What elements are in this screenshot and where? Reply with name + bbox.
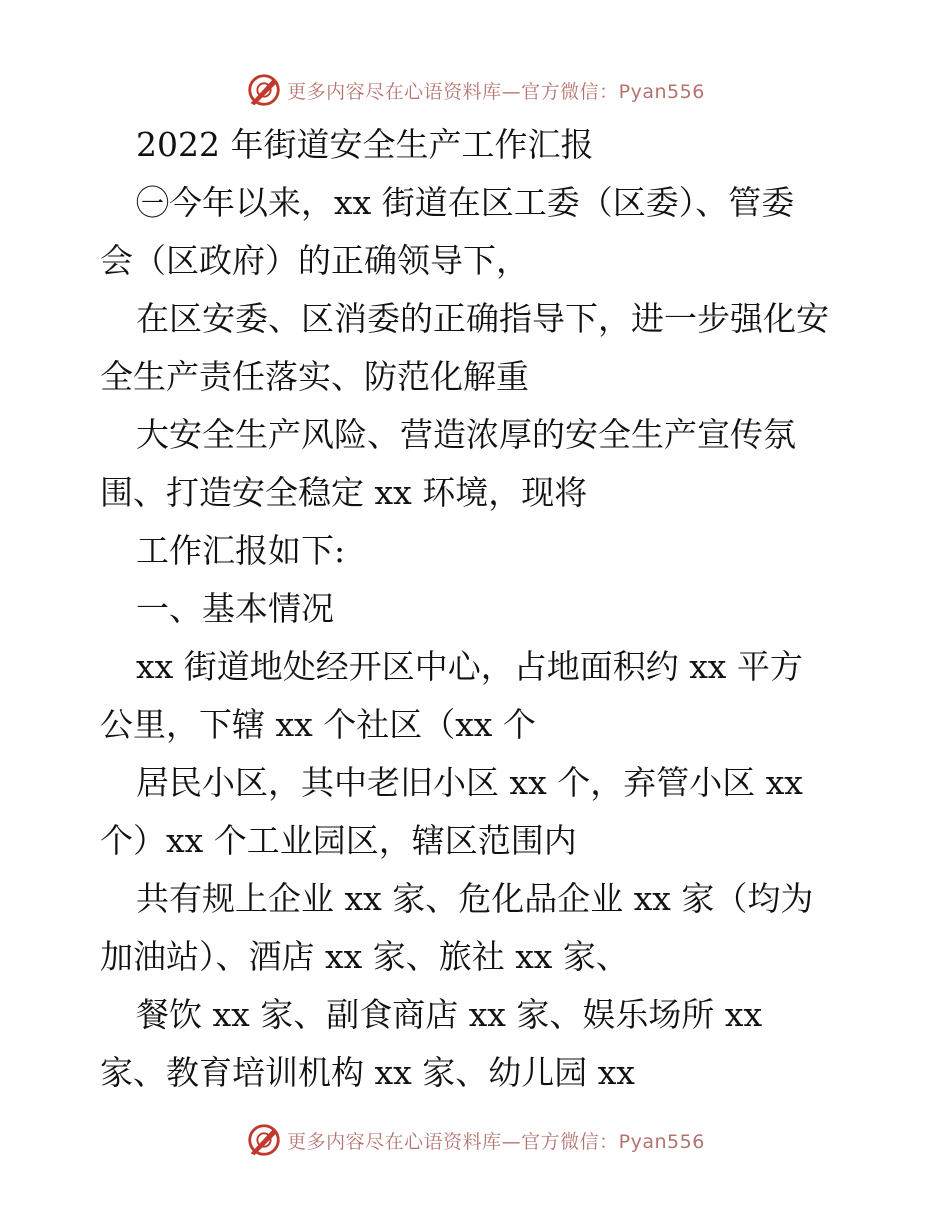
watermark-text: 更多内容尽在心语资料库—官方微信：Pyan556	[287, 80, 705, 103]
header-watermark	[0, 68, 950, 112]
paragraph-line: 围、打造安全稳定 xx 环境，现将	[100, 473, 588, 512]
paragraph-line: 共有规上企业 xx 家、危化品企业 xx 家（均为	[136, 879, 814, 918]
document-body	[100, 116, 860, 1102]
paragraph-line: ㊀今年以来，xx 街道在区工委（区委）、管委	[136, 183, 795, 222]
paragraph-line: 工作汇报如下:	[136, 531, 346, 570]
section-heading: 一、基本情况	[136, 589, 334, 628]
paragraph-line: 全生产责任落实、防范化解重	[100, 357, 529, 396]
paragraph-line: 大安全生产风险、营造浓厚的安全生产宣传氛	[136, 415, 796, 454]
paragraph-line: 会（区政府）的正确领导下，	[100, 241, 529, 280]
paragraph-line: 居民小区，其中老旧小区 xx 个，弃管小区 xx	[136, 763, 803, 802]
paragraph-line: 餐饮 xx 家、副食商店 xx 家、娱乐场所 xx	[136, 995, 763, 1034]
paragraph-line: 个）xx 个工业园区，辖区范围内	[100, 821, 577, 860]
logo-icon	[245, 71, 283, 109]
paragraph-line: xx 街道地处经开区中心，占地面积约 xx 平方	[136, 647, 803, 686]
paragraph-line: 加油站）、酒店 xx 家、旅社 xx 家、	[100, 937, 629, 976]
document-title: 2022 年街道安全生产工作汇报	[136, 125, 594, 164]
paragraph-line: 在区安委、区消委的正确指导下，进一步强化安	[136, 299, 829, 338]
paragraph-line: 公里，下辖 xx 个社区（xx 个	[100, 705, 536, 744]
footer-watermark	[0, 1118, 950, 1162]
paragraph-line: 家、教育培训机构 xx 家、幼儿园 xx	[100, 1053, 635, 1092]
watermark-text: 更多内容尽在心语资料库—官方微信：Pyan556	[287, 1130, 705, 1153]
logo-icon	[245, 1121, 283, 1159]
